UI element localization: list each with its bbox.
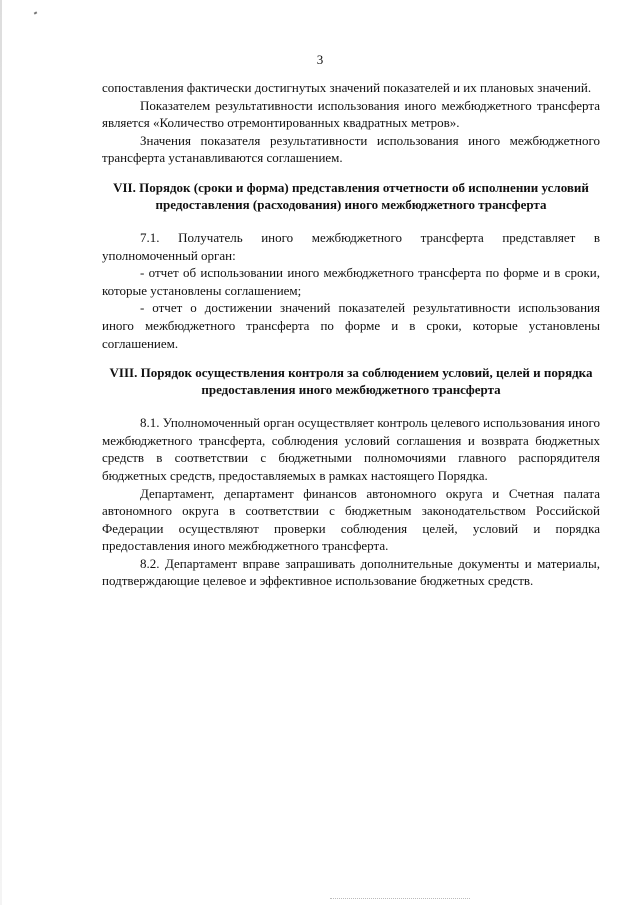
paragraph-7-1: 7.1. Получатель иного межбюджетного трансферта представляет в уполномоченный орган: [102,229,600,263]
paragraph-continuation: сопоставления фактически достигнутых значений показателей и их плановых значений. [102,80,592,95]
scan-speck [34,11,38,14]
scan-bottom-artifact [330,898,470,900]
paragraph-7-1-item-2: - отчет о достижении значений показателей результативности использования иного межбюджетного трансферта по форме и в сроки, которые установлены соглашением. [102,300,600,351]
paragraph-indicator-values: Значения показателя результативности использования иного межбюджетного трансферта устанавливаются соглашением. [102,132,600,166]
paragraph-7-1-item-1: - отчет об использовании иного межбюджетного трансферта по форме и в сроки, которые установлены соглашением; [102,265,600,298]
paragraph-8-1-audit: Департамент, департамент финансов автономного округа и Счетная палата автономного округа в соответствии с бюджетным законодательством Российской Федерации осуществляют проверки соблюдения целей, условий и порядка предоставления иного межбюджетного трансферта. [102,485,600,554]
section-8-heading: VIII. Порядок осуществления контроля за соблюдением условий, целей и порядка предоставления иного межбюджетного трансферта [109,365,593,398]
paragraph-8-2: 8.2. Департамент вправе запрашивать дополнительные документы и материалы, подтверждающие целевое и эффективное использование бюджетных средств. [102,555,600,589]
scan-left-edge [0,0,2,905]
page-number: 3 [316,52,324,67]
paragraph-8-1: 8.1. Уполномоченный орган осуществляет контроль целевого использования иного межбюджетного трансферта, соблюдения условий соглашения и возврата бюджетных средств в соответствии с бюджетными полномочиями главного распорядителя бюджетных средств, предоставляемых в рамках настоящего Порядка. [102,415,600,483]
paragraph-indicator: Показателем результативности использования иного межбюджетного трансферта является «Количество отремонтированных квадратных метров». [102,97,600,131]
section-7-heading: VII. Порядок (сроки и форма) представления отчетности об исполнении условий предоставления (расходования) иного межбюджетного трансферта [113,179,589,212]
document-body [102,79,600,590]
